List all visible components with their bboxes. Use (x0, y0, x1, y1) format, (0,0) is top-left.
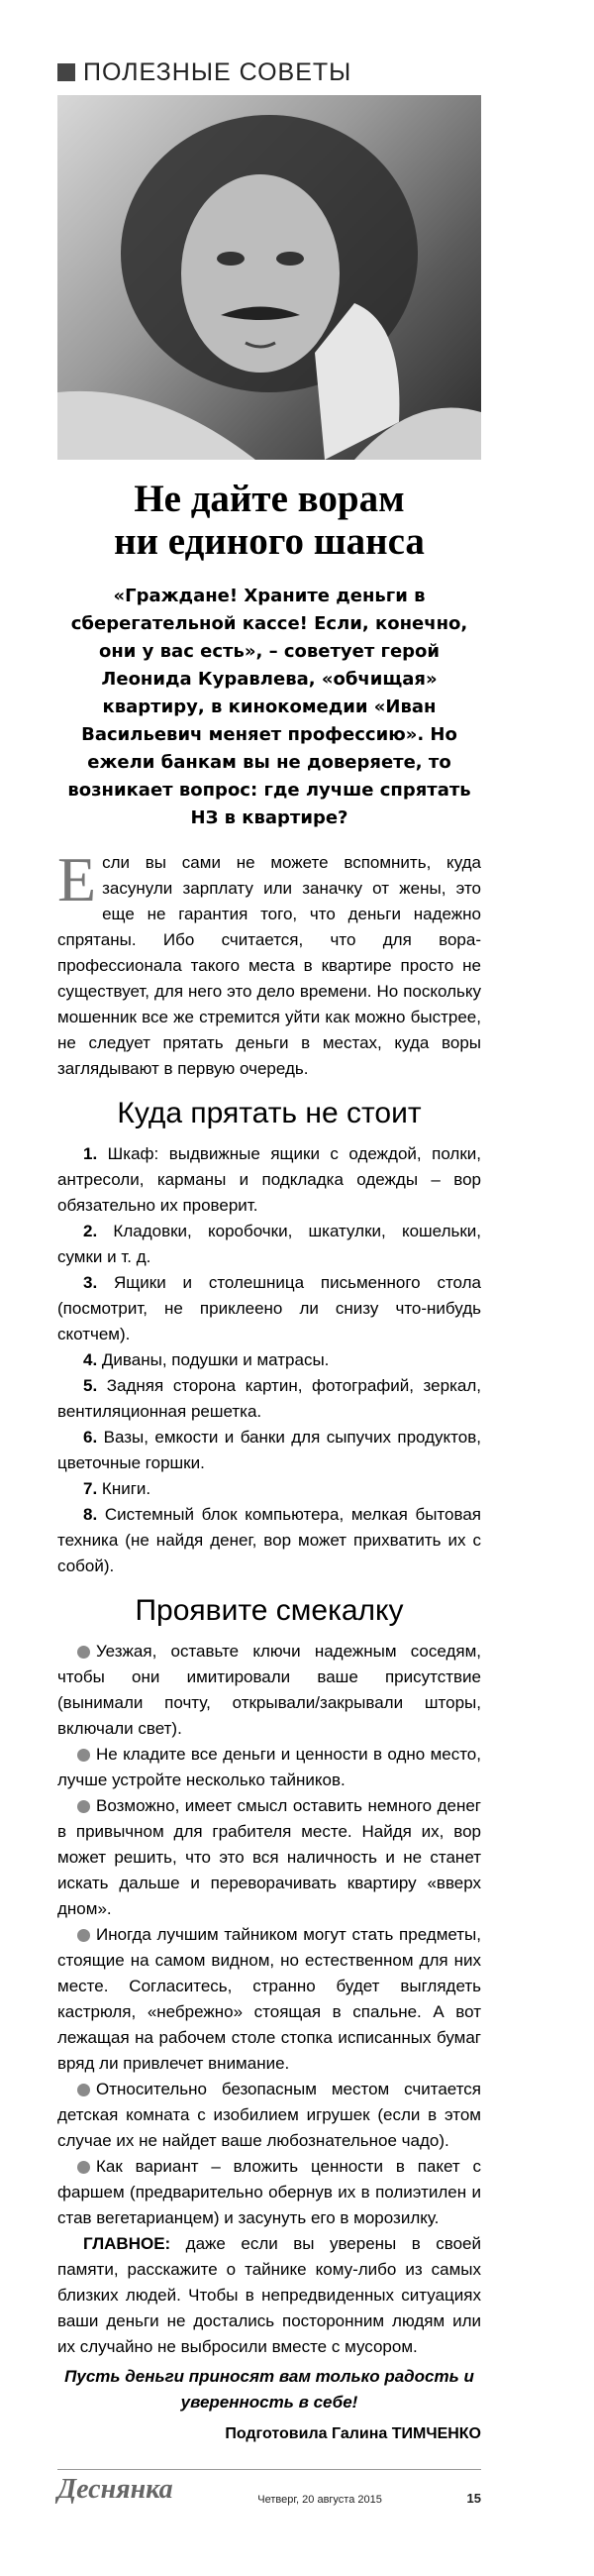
intro-paragraph (57, 844, 481, 1082)
list-text: Книги. (101, 1479, 151, 1498)
list-text: Задняя сторона картин, фотографий, зеркал, вентиляционная решетка. (57, 1376, 481, 1421)
portrait-illustration (57, 95, 481, 460)
section-title-tips: Проявите смекалку (135, 1594, 404, 1627)
rubric-title: ПОЛЕЗНЫЕ СОВЕТЫ (83, 57, 352, 86)
list-item (57, 1219, 481, 1270)
list-text: Кладовки, коробочки, шкатулки, кошельки, сумки и т. д. (57, 1222, 481, 1266)
headline-line-1: Не дайте ворам (134, 478, 405, 520)
tip-item (57, 2154, 481, 2231)
page-number: 15 (466, 2491, 481, 2506)
rubric (57, 55, 481, 89)
tip-item (57, 1922, 481, 2077)
article-photo (57, 95, 481, 460)
issue-date: Четверг, 20 августа 2015 (257, 2494, 382, 2506)
article-column (57, 55, 481, 2506)
hiding-places-list (57, 1141, 481, 1579)
main-advice (57, 2231, 481, 2360)
tips-list (57, 1639, 481, 2231)
bullet-icon (77, 2161, 90, 2174)
tip-text: Иногда лучшим тайником могут стать предметы, стоящие на самом видном, но естественном для них месте. Согласитесь, странно будет выглядеть кастрюля, «небрежно» стоящая в спальне. А вот лежащая на рабочем столе стопка исписанных бумаг вряд ли привлечет внимание. (57, 1925, 481, 2073)
list-number: 4. (83, 1350, 98, 1369)
intro-text: сли вы сами не можете вспомнить, куда засунули зарплату или заначку от жены, это еще не гарантия того, что деньги надежно спрятаны. Ибо считается, что для вора-профессионала такого места в квартире просто не существует, для него это дело времени. Но поскольку мошенник все же стремится уйти как можно быстрее, не следует прятать деньги в местах, куда воры заглядывают в первую очередь. (57, 853, 481, 1078)
tip-text: Как вариант – вложить ценности в пакет с фаршем (предварительно обернув их в полиэтилен и став вегетарианцем) и засунуть его в морозилку. (57, 2157, 481, 2227)
tip-text: Относительно безопасным местом считается детская комната с изобилием игрушек (если в этом случае их не найдет ваше любознательное чадо). (57, 2080, 481, 2150)
list-text: Ящики и столешница письменного стола (посмотрит, не приклеено ли снизу что-нибудь скотчем). (57, 1273, 481, 1343)
tip-item (57, 2077, 481, 2154)
bullet-icon (77, 1800, 90, 1813)
author-credit: Подготовила Галина ТИМЧЕНКО (225, 2425, 481, 2442)
list-item (57, 1347, 481, 1373)
tip-item (57, 1793, 481, 1922)
list-item (57, 1373, 481, 1425)
list-item (57, 1270, 481, 1347)
tip-text: Не кладите все деньги и ценности в одно место, лучше устройте несколько тайников. (57, 1745, 481, 1789)
square-icon (57, 63, 75, 81)
list-number: 6. (83, 1428, 98, 1447)
list-text: Шкаф: выдвижные ящики с одеждой, полки, антресоли, карманы и подкладка одежды – вор обязательно их проверит. (57, 1144, 481, 1215)
list-text: Диваны, подушки и матрасы. (101, 1350, 330, 1369)
page-footer (57, 2469, 481, 2506)
list-number: 3. (83, 1273, 98, 1292)
article-headline (57, 478, 481, 563)
tip-text: Уезжая, оставьте ключи надежным соседям, чтобы они имитировали ваше присутствие (вынимали почту, открывали/закрывали шторы, включали свет). (57, 1642, 481, 1738)
list-number: 7. (83, 1479, 98, 1498)
list-number: 8. (83, 1505, 98, 1524)
list-text: Системный блок компьютера, мелкая бытовая техника (не найдя денег, вор может прихватить их с собой). (57, 1505, 481, 1575)
list-item (57, 1476, 481, 1502)
closing-wish: Пусть деньги приносят вам только радость и уверенность в себе! (64, 2367, 474, 2412)
bullet-icon (77, 1749, 90, 1762)
main-advice-text: даже если вы уверены в своей памяти, расскажите о тайнике кому-либо из самых близких людей. Чтобы в непредвиденных ситуациях ваши деньги не достались посторонним людям или их случайно не выбросили вместе с мусором. (57, 2234, 481, 2356)
headline-line-2: ни единого шанса (114, 520, 425, 563)
newspaper-logo: Деснянка (57, 2474, 173, 2505)
list-number: 2. (83, 1222, 98, 1240)
article-lead: «Граждане! Храните деньги в сберегательной кассе! Если, конечно, они у вас есть», – советует герой Леонида Куравлева, «обчищая» квартиру, в кинокомедии «Иван Васильевич меняет профессию». Но ежели банкам вы не доверяете, то возникает вопрос: где лучше спрятать НЗ в квартире? (67, 586, 471, 828)
tip-item (57, 1742, 481, 1793)
bullet-icon (77, 2084, 90, 2096)
list-item (57, 1425, 481, 1476)
main-advice-label: ГЛАВНОЕ: (83, 2234, 171, 2253)
tip-item (57, 1639, 481, 1742)
list-number: 5. (83, 1376, 98, 1395)
list-number: 1. (83, 1144, 98, 1163)
tip-text: Возможно, имеет смысл оставить немного денег в привычном для грабителя месте. Найдя их, вор может решить, что это вся наличность и не станет искать дальше и переворачивать квартиру «вверх дном». (57, 1796, 481, 1918)
bullet-icon (77, 1646, 90, 1659)
list-item (57, 1141, 481, 1219)
section-title-where-not: Куда прятать не стоит (117, 1097, 422, 1129)
list-text: Вазы, емкости и банки для сыпучих продуктов, цветочные горшки. (57, 1428, 481, 1472)
drop-cap: Е (57, 844, 97, 914)
bullet-icon (77, 1929, 90, 1942)
list-item (57, 1502, 481, 1579)
